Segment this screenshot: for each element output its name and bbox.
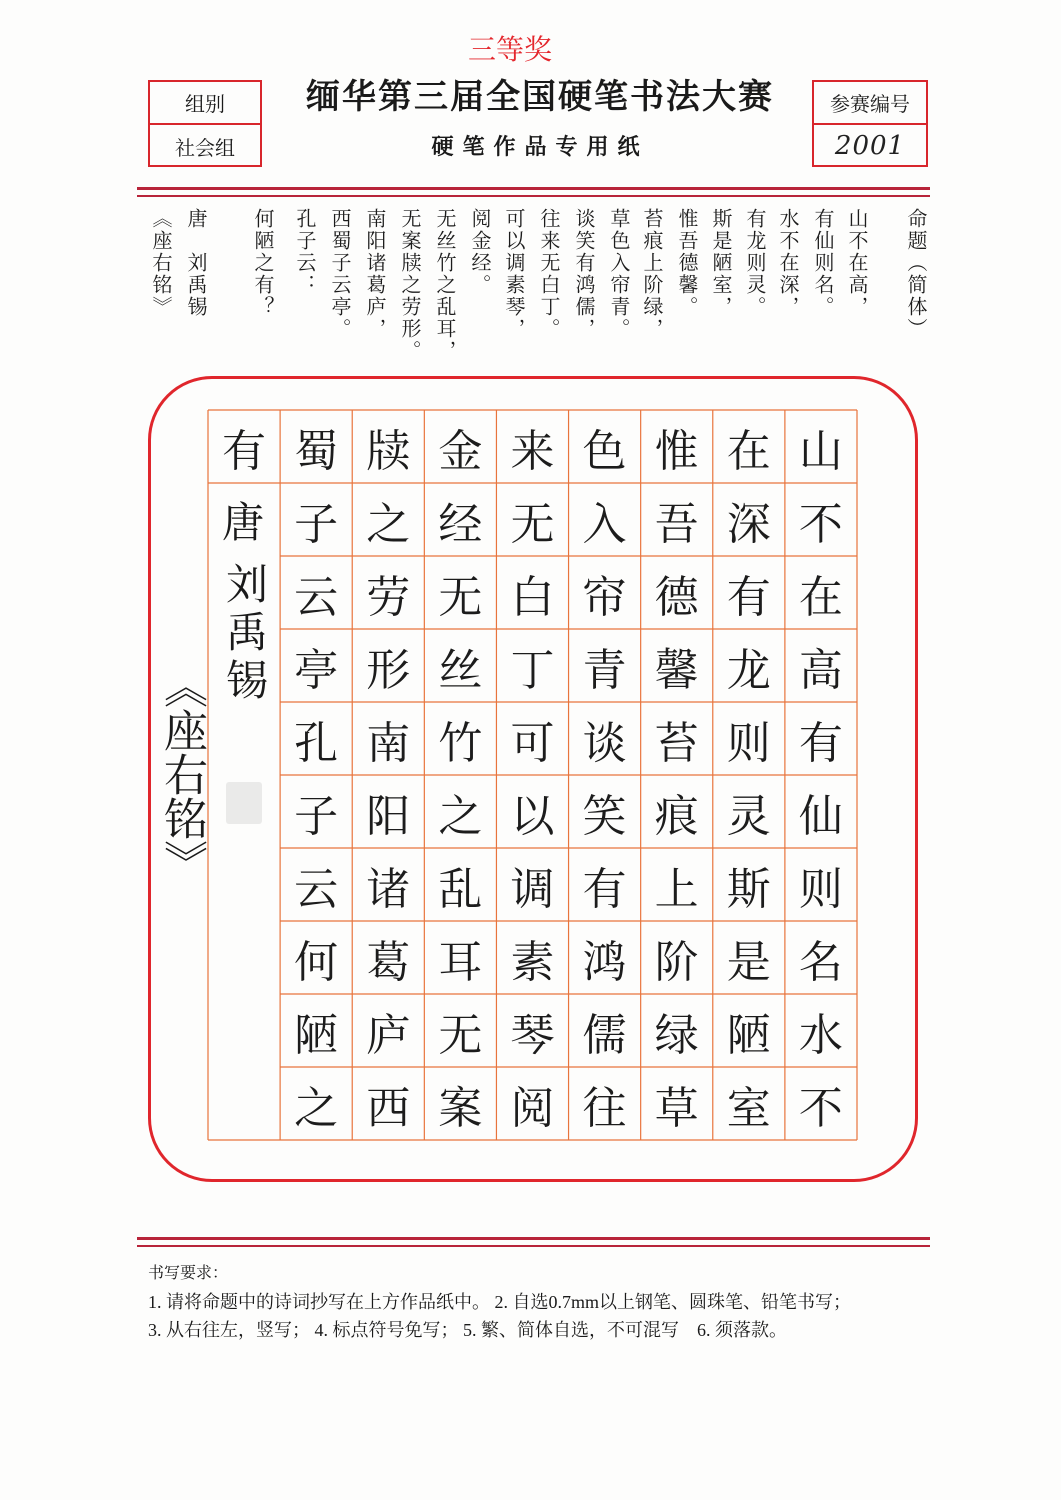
grid-character: 草 — [654, 1083, 699, 1133]
grid-character: 子 — [294, 791, 339, 841]
requirements-heading: 书写要求： — [148, 1265, 229, 1282]
grid-character: 之 — [366, 499, 411, 549]
grid-character: 乱 — [438, 864, 483, 914]
prompt-line: 可以调素琴， — [502, 208, 524, 340]
grid-character: 仙 — [798, 791, 843, 841]
grid-character: 牍 — [366, 426, 411, 476]
group-value: 社会组 — [150, 123, 260, 167]
entry-number-box — [812, 80, 928, 167]
grid-character: 蜀 — [294, 426, 339, 476]
grid-character: 西 — [366, 1083, 411, 1133]
grid-character: 金 — [438, 426, 483, 476]
grid-character: 无 — [438, 1010, 483, 1060]
grid-character: 阶 — [654, 937, 699, 987]
grid-character: 无 — [438, 572, 483, 622]
grid-character: 青 — [582, 645, 627, 695]
grid-character: 经 — [438, 499, 483, 549]
entry-number-value: 2001 — [814, 123, 926, 167]
grid-character: 何 — [294, 937, 339, 987]
grid-character: 苔 — [654, 718, 699, 768]
entry-number-label: 参赛编号 — [830, 94, 910, 116]
grid-character: 吾 — [654, 499, 699, 549]
grid-character: 葛 — [366, 937, 411, 987]
prompt-line: 西蜀子云亭。 — [328, 208, 350, 340]
signature-dynasty: 唐 — [221, 501, 264, 547]
prompt-heading: 命题（简体） — [904, 208, 926, 340]
grid-character: 可 — [510, 718, 555, 768]
grid-character: 德 — [654, 572, 699, 622]
prompt-line: 南阳诸葛庐， — [363, 208, 385, 340]
grid-character: 素 — [510, 937, 555, 987]
grid-character: 亭 — [294, 645, 339, 695]
grid-character: 谈 — [582, 718, 627, 768]
grid-character: 案 — [438, 1083, 483, 1133]
prompt-line: 阅金经。 — [468, 208, 490, 296]
prompt-line: 孔子云： — [293, 208, 315, 296]
prompt-work-title: 《座右铭》 — [149, 208, 171, 318]
grid-character: 庐 — [366, 1010, 411, 1060]
grid-character: 耳 — [438, 937, 483, 987]
grid-character: 孔 — [294, 718, 339, 768]
prompt-line: 苔痕上阶绿， — [640, 208, 662, 340]
grid-character: 则 — [798, 864, 843, 914]
grid-character: 在 — [726, 426, 771, 476]
signature-work-title: 《座右铭》 — [157, 664, 206, 884]
grid-character: 竹 — [438, 718, 483, 768]
grid-character: 来 — [510, 426, 555, 476]
grid-character: 室 — [726, 1083, 771, 1133]
prompt-line: 何陋之有？ — [251, 208, 273, 318]
grid-character: 不 — [798, 1083, 843, 1133]
prompt-line: 草色入帘青。 — [607, 208, 629, 340]
grid-character: 儒 — [582, 1010, 627, 1060]
grid-character: 在 — [798, 572, 843, 622]
group-box — [148, 80, 262, 167]
grid-character: 水 — [798, 1010, 843, 1060]
grid-character: 形 — [366, 645, 411, 695]
grid-character: 南 — [366, 718, 411, 768]
prompt-line: 有仙则名。 — [811, 208, 833, 318]
grid-character: 入 — [582, 499, 627, 549]
prompt-line: 无案牍之劳形。 — [398, 208, 420, 362]
prompt-line: 无丝竹之乱耳， — [433, 208, 455, 362]
grid-character: 有 — [798, 718, 843, 768]
grid-character: 龙 — [726, 645, 771, 695]
prompt-line: 谈笑有鸿儒， — [572, 208, 594, 340]
grid-character: 丁 — [510, 645, 555, 695]
grid-character: 山 — [798, 426, 843, 476]
grid-character: 陋 — [726, 1010, 771, 1060]
requirements-line: 1. 请将命题中的诗词抄写在上方作品纸中。 2. 自选0.7mm以上钢笔、圆珠笔、铅笔书写； — [148, 1292, 851, 1312]
grid-character: 帘 — [582, 572, 627, 622]
grid-character: 痕 — [654, 791, 699, 841]
prompt-line: 山不在高， — [845, 208, 867, 318]
prompt-line: 有龙则灵。 — [743, 208, 765, 318]
grid-character: 名 — [798, 937, 843, 987]
grid-character: 灵 — [726, 791, 771, 841]
grid-character: 无 — [510, 499, 555, 549]
grid-character: 之 — [438, 791, 483, 841]
grid-character: 之 — [294, 1083, 339, 1133]
grid-character: 劳 — [366, 572, 411, 622]
grid-character: 不 — [798, 499, 843, 549]
grid-character: 高 — [798, 645, 843, 695]
signature-author: 刘禹锡 — [220, 562, 266, 706]
grid-character: 鸿 — [582, 937, 627, 987]
grid-character: 是 — [726, 937, 771, 987]
seal-stamp — [226, 782, 262, 824]
grid-character: 阅 — [510, 1083, 555, 1133]
prompt-line: 惟吾德馨。 — [675, 208, 697, 318]
page-title: 缅华第三届全国硬笔书法大赛 — [306, 79, 774, 116]
grid-character: 白 — [510, 572, 555, 622]
requirements-line: 3. 从右往左，竖写； 4. 标点符号免写； 5. 繁、简体自选，不可混写 6. 须落款。 — [148, 1320, 787, 1340]
grid-character: 有 — [222, 426, 266, 476]
grid-character: 往 — [582, 1083, 627, 1133]
prompt-line: 往来无白丁。 — [537, 208, 559, 340]
grid-character: 则 — [726, 718, 771, 768]
bottom-rule-thick — [137, 1237, 930, 1240]
prompt-author: 唐 刘禹锡 — [184, 208, 206, 318]
grid-character: 笑 — [582, 791, 627, 841]
grid-character: 丝 — [438, 645, 483, 695]
grid-character: 诸 — [366, 864, 411, 914]
award-label: 三等奖 — [467, 35, 552, 66]
grid-character: 琴 — [510, 1010, 555, 1060]
grid-character: 有 — [726, 572, 771, 622]
top-rule-thick — [137, 187, 930, 190]
grid-character: 云 — [294, 572, 339, 622]
grid-character: 深 — [726, 499, 771, 549]
grid-character: 阳 — [366, 791, 411, 841]
group-label: 组别 — [185, 94, 225, 116]
grid-character: 陋 — [294, 1010, 339, 1060]
grid-character: 色 — [582, 426, 627, 476]
grid-character: 惟 — [654, 426, 699, 476]
prompt-line: 斯是陋室， — [709, 208, 731, 318]
grid-character: 有 — [582, 864, 627, 914]
grid-character: 子 — [294, 499, 339, 549]
grid-character: 上 — [654, 864, 699, 914]
top-rule-thin — [137, 195, 930, 197]
grid-character: 绿 — [654, 1010, 699, 1060]
grid-character: 馨 — [654, 645, 699, 695]
page-subtitle: 硬笔作品专用纸 — [431, 134, 649, 159]
grid-character: 以 — [510, 791, 555, 841]
prompt-line: 水不在深， — [776, 208, 798, 318]
grid-character: 云 — [294, 864, 339, 914]
bottom-rule-thin — [137, 1245, 930, 1247]
grid-character: 斯 — [726, 864, 771, 914]
grid-character: 调 — [510, 864, 555, 914]
